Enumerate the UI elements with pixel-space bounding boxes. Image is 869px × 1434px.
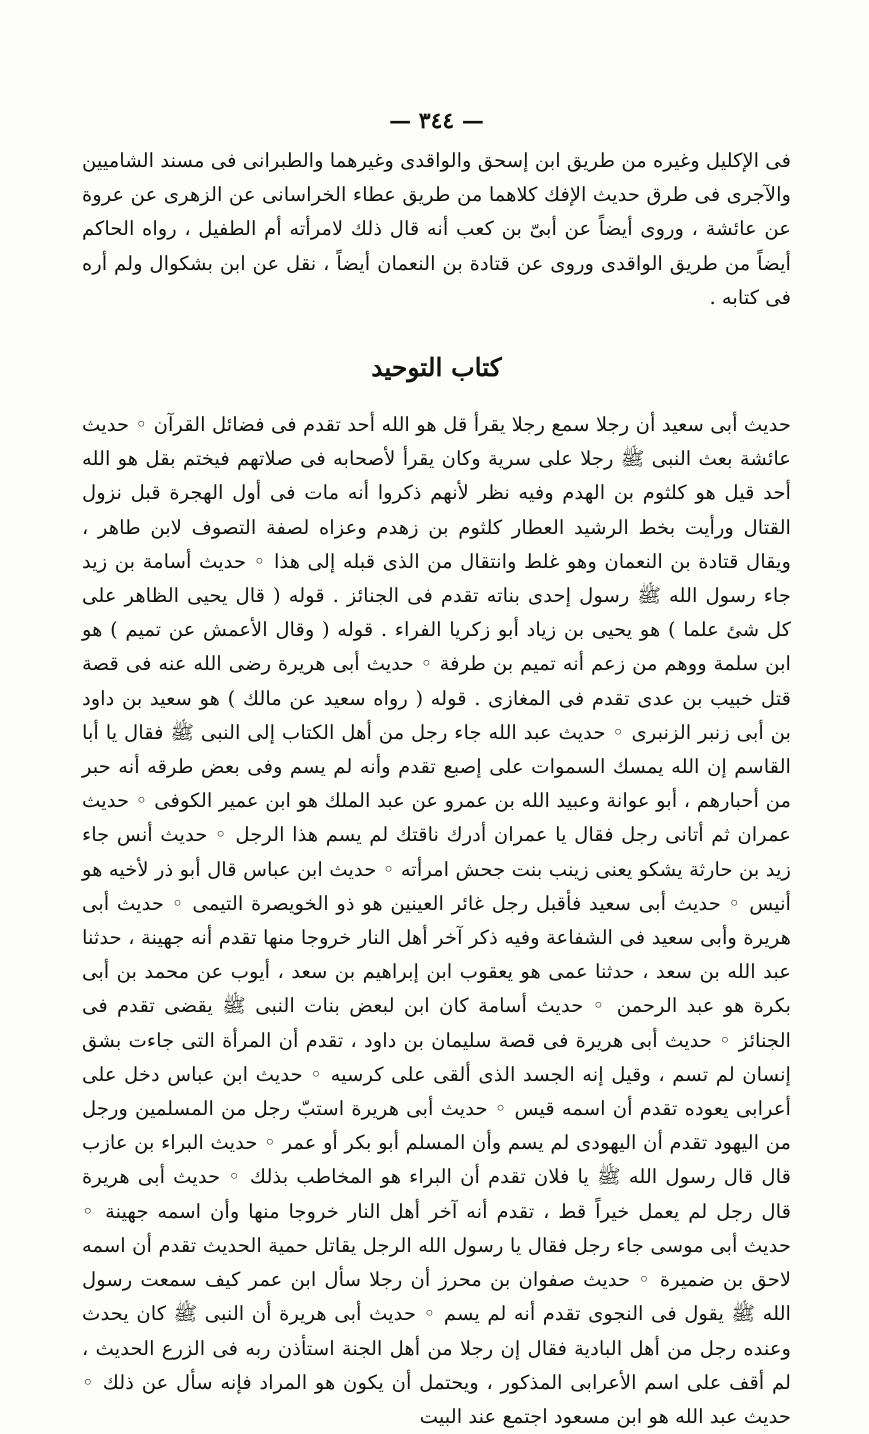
page-number: — ٣٤٤ — — [389, 108, 484, 134]
intro-paragraph: فى الإكليل وغيره من طريق ابن إسحق والواقدى وغيرهما والطبرانى فى مسند الشاميين والآجرى فى طرق حديث الإفك كلاهما من طريق عطاء الخراسانى عن الزهرى عن عروة عن عائشة ، وروى أيضاً عن أبىّ بن كعب أنه قال ذلك لامرأته أم الطفيل ، رواه الحاكم أيضاً من طريق الواقدى وروى عن قتادة بن النعمان أيضاً ، نقل عن ابن بشكوال ولم أره فى كتابه . — [82, 149, 791, 309]
section-title: كتاب التوحيد — [371, 353, 502, 383]
body-paragraph: حديث أبى سعيد أن رجلا سمع رجلا يقرأ قل هو الله أحد تقدم فى فضائل القرآن ◦ حديث عائشة بعث النبى ﷺ رجلا على سرية وكان يقرأ لأصحابه فى صلاتهم فيختم بقل هو الله أحد قيل هو كلثوم بن الهدم وفيه نظر لأنهم ذكروا أنه مات فى أول الهجرة قبل نزول القتال ورأيت بخط الرشيد العطار كلثوم بن زهدم وعزاه لصفة التصوف لابن طاهر ، ويقال قتادة بن النعمان وهو غلط وانتقال من الذى قبله إلى هذا ◦ حديث أسامة بن زيد جاء رسول الله ﷺ رسول إحدى بناته تقدم فى الجنائز . قوله ( قال يحيى الظاهر على كل شئ علما ) هو يحيى بن زياد أبو زكريا الفراء . قوله ( وقال الأعمش عن تميم ) هو ابن سلمة ووهم من زعم أنه تميم بن طرفة ◦ حديث أبى هريرة رضى الله عنه فى قصة قتل خبيب بن عدى تقدم فى المغازى . قوله ( رواه سعيد عن مالك ) هو سعيد بن داود بن أبى زنبر الزنبرى ◦ حديث عبد الله جاء رجل من أهل الكتاب إلى النبى ﷺ فقال يا أبا القاسم إن الله يمسك السموات على إصبع تقدم وأنه لم يسم وفى بعض طرقه أنه حبر من أحبارهم ، أبو عوانة وعبيد الله بن عمرو عن عبد الملك هو ابن عمير الكوفى ◦ حديث عمران ثم أتانى رجل فقال يا عمران أدرك ناقتك لم يسم هذا الرجل ◦ حديث أنس جاء زيد بن حارثة يشكو يعنى زينب بنت جحش امرأته ◦ حديث ابن عباس قال أبو ذر لأخيه هو أنيس ◦ حديث أبى سعيد فأقبل رجل غائر العينين هو ذو الخويصرة التيمى ◦ حديث أبى هريرة وأبى سعيد فى الشفاعة وفيه ذكر آخر أهل النار خروجا منها تقدم أنه جهينة ، حدثنا عبد الله بن سعد ، حدثنا عمى هو يعقوب ابن إبراهيم بن سعد ، أيوب عن محمد بن أبى بكرة هو عبد الرحمن ◦ حديث أسامة كان ابن لبعض بنات النبى ﷺ يقضى تقدم فى الجنائز ◦ حديث أبى هريرة فى قصة سليمان بن داود ، تقدم أن المرأة التى جاءت بشق إنسان لم تسم ، وقيل إنه الجسد الذى ألقى على كرسيه ◦ حديث ابن عباس دخل على أعرابى يعوده تقدم أن اسمه قيس ◦ حديث أبى هريرة استبّ رجل من المسلمين ورجل من اليهود تقدم أن اليهودى لم يسم وأن المسلم أبو بكر أو عمر ◦ حديث البراء بن عازب قال قال رسول الله ﷺ يا فلان تقدم أن البراء هو المخاطب بذلك ◦ حديث أبى هريرة قال رجل لم يعمل خيراً قط ، تقدم أنه آخر أهل النار خروجا منها وأن اسمه جهينة ◦ حديث أبى موسى جاء رجل فقال يا رسول الله الرجل يقاتل حمية الحديث تقدم أن اسمه لاحق بن ضميرة ◦ حديث صفوان بن محرز أن رجلا سأل ابن عمر كيف سمعت رسول الله ﷺ يقول فى النجوى تقدم أنه لم يسم ◦ حديث أبى هريرة أن النبى ﷺ كان يحدث وعنده رجل من أهل البادية فقال إن رجلا من أهل الجنة استأذن ربه فى الزرع الحديث ، لم أقف على اسم الأعرابى المذكور ، ويحتمل أن يكون هو المراد فإنه سأل عن ذلك ◦ حديث عبد الله هو ابن مسعود اجتمع عند البيت — [82, 413, 792, 1428]
